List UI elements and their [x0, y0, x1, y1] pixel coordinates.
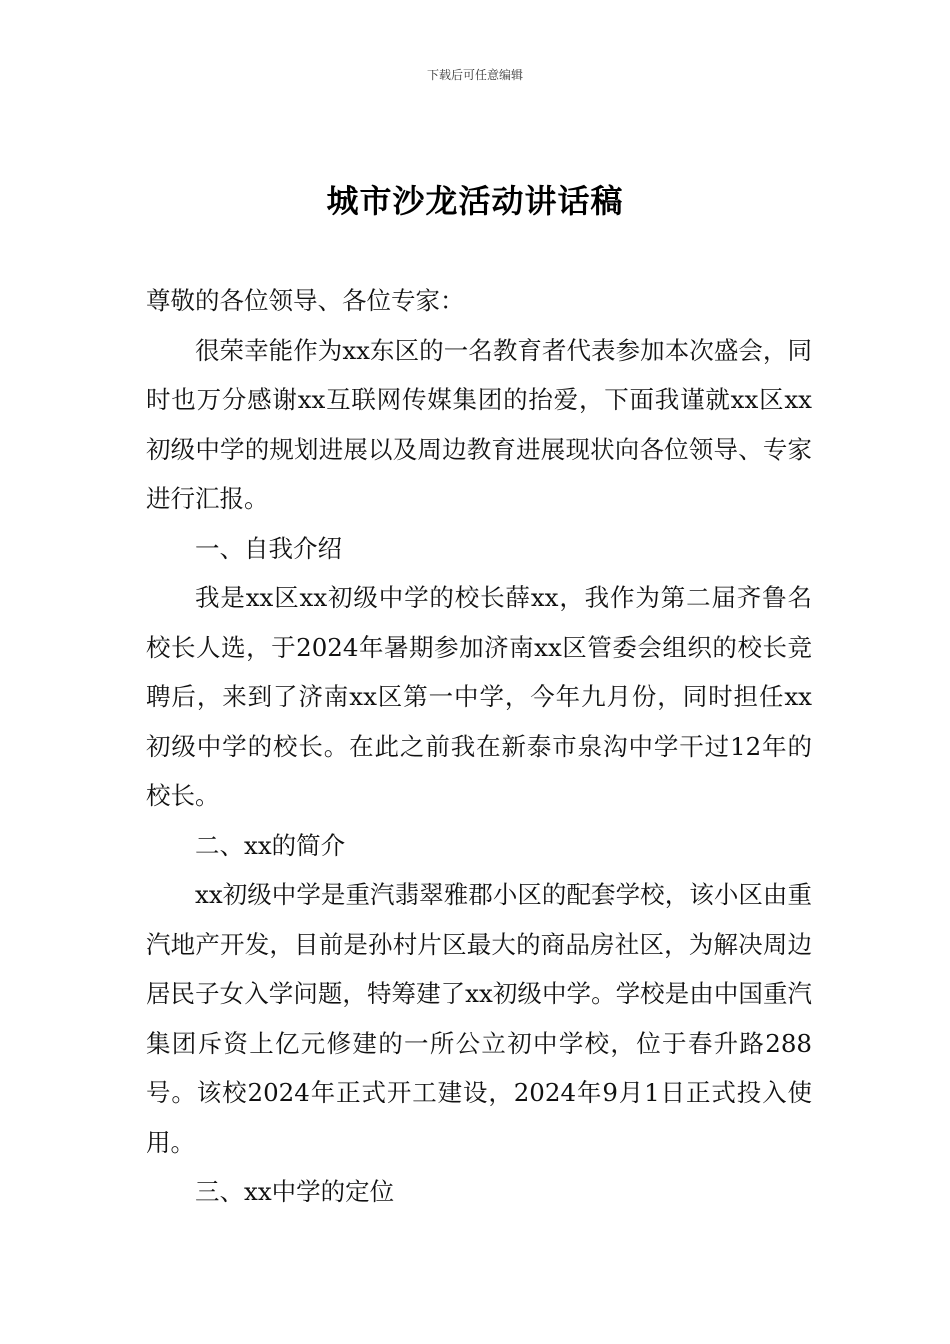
section-heading-school-positioning: 三、xx中学的定位 — [195, 1177, 395, 1206]
section-heading-self-introduction: 一、自我介绍 — [195, 533, 342, 563]
header-note: 下载后可任意编辑 — [426, 68, 523, 82]
document-body — [146, 276, 812, 1217]
section-heading-school-profile: 二、xx的简介 — [195, 830, 346, 860]
salutation: 尊敬的各位领导、各位专家： — [146, 286, 465, 315]
paragraph-self-introduction: 我是xx区xx初级中学的校长薛xx，我作为第二届齐鲁名校长人选，于2024年暑期参加济南xx区管委会组织的校长竞聘后，来到了济南xx区第一中学，今年九月份，同时担任xx初级中学的校长。在此之前我在新泰市泉沟中学干过12年的校长。 — [146, 583, 812, 810]
document-title: 城市沙龙活动讲话稿 — [326, 182, 624, 220]
paragraph-school-profile: xx初级中学是重汽翡翠雅郡小区的配套学校，该小区由重汽地产开发，目前是孙村片区最大的商品房社区，为解决周边居民子女入学问题，特筹建了xx初级中学。学校是由中国重汽集团斥资上亿元修建的一所公立初中学校，位于春升路288号。该校2024年正式开工建设，2024年9月1日正式投入使用。 — [146, 880, 812, 1157]
paragraph-intro: 很荣幸能作为xx东区的一名教育者代表参加本次盛会，同时也万分感谢xx互联网传媒集团的抬爱，下面我谨就xx区xx初级中学的规划进展以及周边教育进展现状向各位领导、专家进行汇报。 — [146, 335, 812, 513]
